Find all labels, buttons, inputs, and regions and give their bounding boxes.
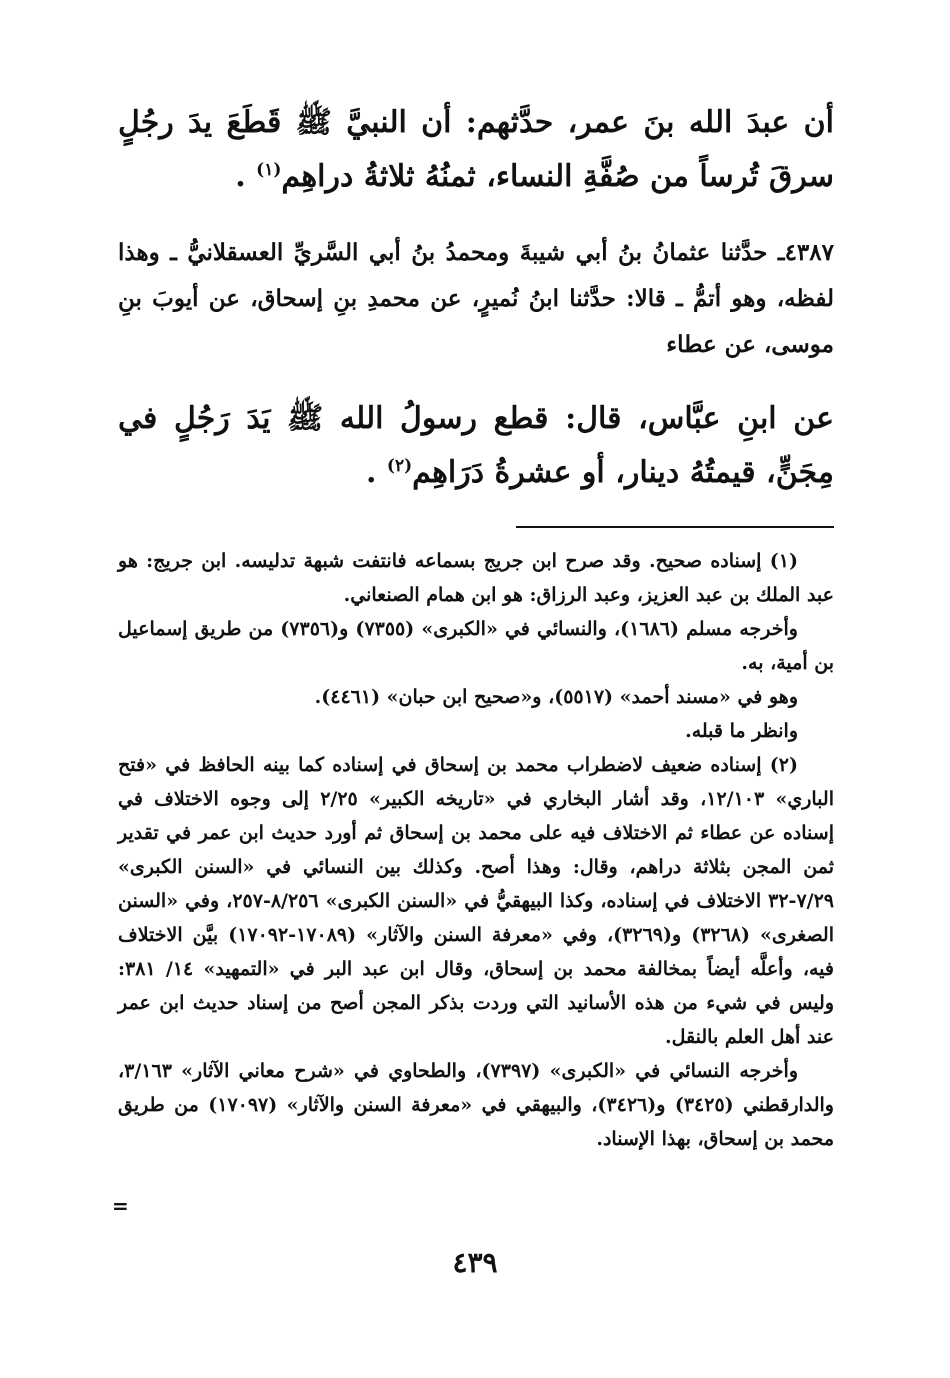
footnotes [118, 544, 834, 1156]
hadith-chain-4387: ٤٣٨٧ـ حدَّثنا عثمانُ بنُ أبي شيبةَ ومحمدُ بنُ أبي السَّريِّ العسقلانيُّ ـ وهذا لفظه، وهو أتمُّ ـ قالا: حدَّثنا ابنُ نُميرٍ، عن محمدِ بنِ إسحاق، عن أيوبَ بنِ موسى، عن عطاء [118, 239, 834, 358]
footnote-1-see-before: وانظر ما قبله. [685, 720, 798, 742]
continuation-mark: = [112, 1194, 129, 1218]
footnote-ref-1[interactable]: (١) [256, 160, 282, 180]
hadith-text-1: أن عبدَ الله بنَ عمر، حدَّثهم: أن النبيَّ ﷺ قَطَعَ يدَ رجُلٍ سرقَ تُرساً من صُفَّةِ النساء، ثمنُهُ ثلاثةُ دراهِم$^{(١)}$ . [118, 105, 834, 194]
page-body [118, 96, 834, 1156]
footnote-2-sources: وأخرجه النسائي في «الكبرى» (٧٣٩٧)، والطحاوي في «شرح معاني الآثار» ٣/١٦٣، والدارقطني (٣٤٢٥) و(٣٤٢٦)، والبيهقي في «معرفة السنن والآثار» (١٧٠٩٧) من طريق محمد بن إسحاق، بهذا الإسناد. [118, 1060, 834, 1150]
footnote-2: (٢) إسناده ضعيف لاضطراب محمد بن إسحاق في إسناده كما بينه الحافظ في «فتح الباري» ١٢/١٠٣، وقد أشار البخاري في «تاريخه الكبير» ٢/٢٥ إلى وجوه الاختلاف في إسناده عن عطاء ثم الاختلاف فيه على محمد بن إسحاق ثم أورد حديث ابن عمر في تقدير ثمن المجن بثلاثة دراهم، وقال: وهذا أصح. وكذلك بين النسائي في «السنن الكبرى» ٧/٢٩-٣٢ الاختلاف في إسناده، وكذا البيهقيُّ في «السنن الكبرى» ٨/٢٥٦-٢٥٧، وفي «السنن الصغرى» (٣٢٦٨) و(٣٢٦٩)، وفي «معرفة السنن والآثار» (١٧٠٨٩-١٧٠٩٢) بيَّن الاختلاف فيه، وأعلَّه أيضاً بمخالفة محمد بن إسحاق، وقال ابن عبد البر في «التمهيد» ١٤/ ٣٨١: وليس في شيء من هذه الأسانيد التي وردت بذكر المجن أصح من إسناد حديث ابن عمر عند أهل العلم بالنقل. [118, 754, 834, 1048]
footnote-1: (١) إسناده صحيح. وقد صرح ابن جريج بسماعه فانتفت شبهة تدليسه. ابن جريج: هو عبد الملك بن عبد العزيز، وعبد الرزاق: هو ابن همام الصنعاني. [118, 550, 834, 606]
page-number: ٤٣٩ [452, 1246, 498, 1279]
footnote-1-sources: وأخرجه مسلم (١٦٨٦)، والنسائي في «الكبرى» (٧٣٥٥) و(٧٣٥٦) من طريق إسماعيل بن أمية، به. [118, 618, 834, 674]
footnote-1-musnad: وهو في «مسند أحمد» (٥٥١٧)، و«صحيح ابن حبان» (٤٤٦١). [314, 686, 798, 708]
footnote-separator [516, 526, 834, 528]
hadith-text-2: عن ابنِ عبَّاس، قال: قطع رسولُ الله ﷺ يَدَ رَجُلٍ في مِجَنٍّ، قيمتُهُ دينار، أو عشرةُ دَرَاهِم$^{(٢)}$ . [118, 401, 834, 490]
footnote-ref-2[interactable]: (٢) [386, 456, 413, 476]
